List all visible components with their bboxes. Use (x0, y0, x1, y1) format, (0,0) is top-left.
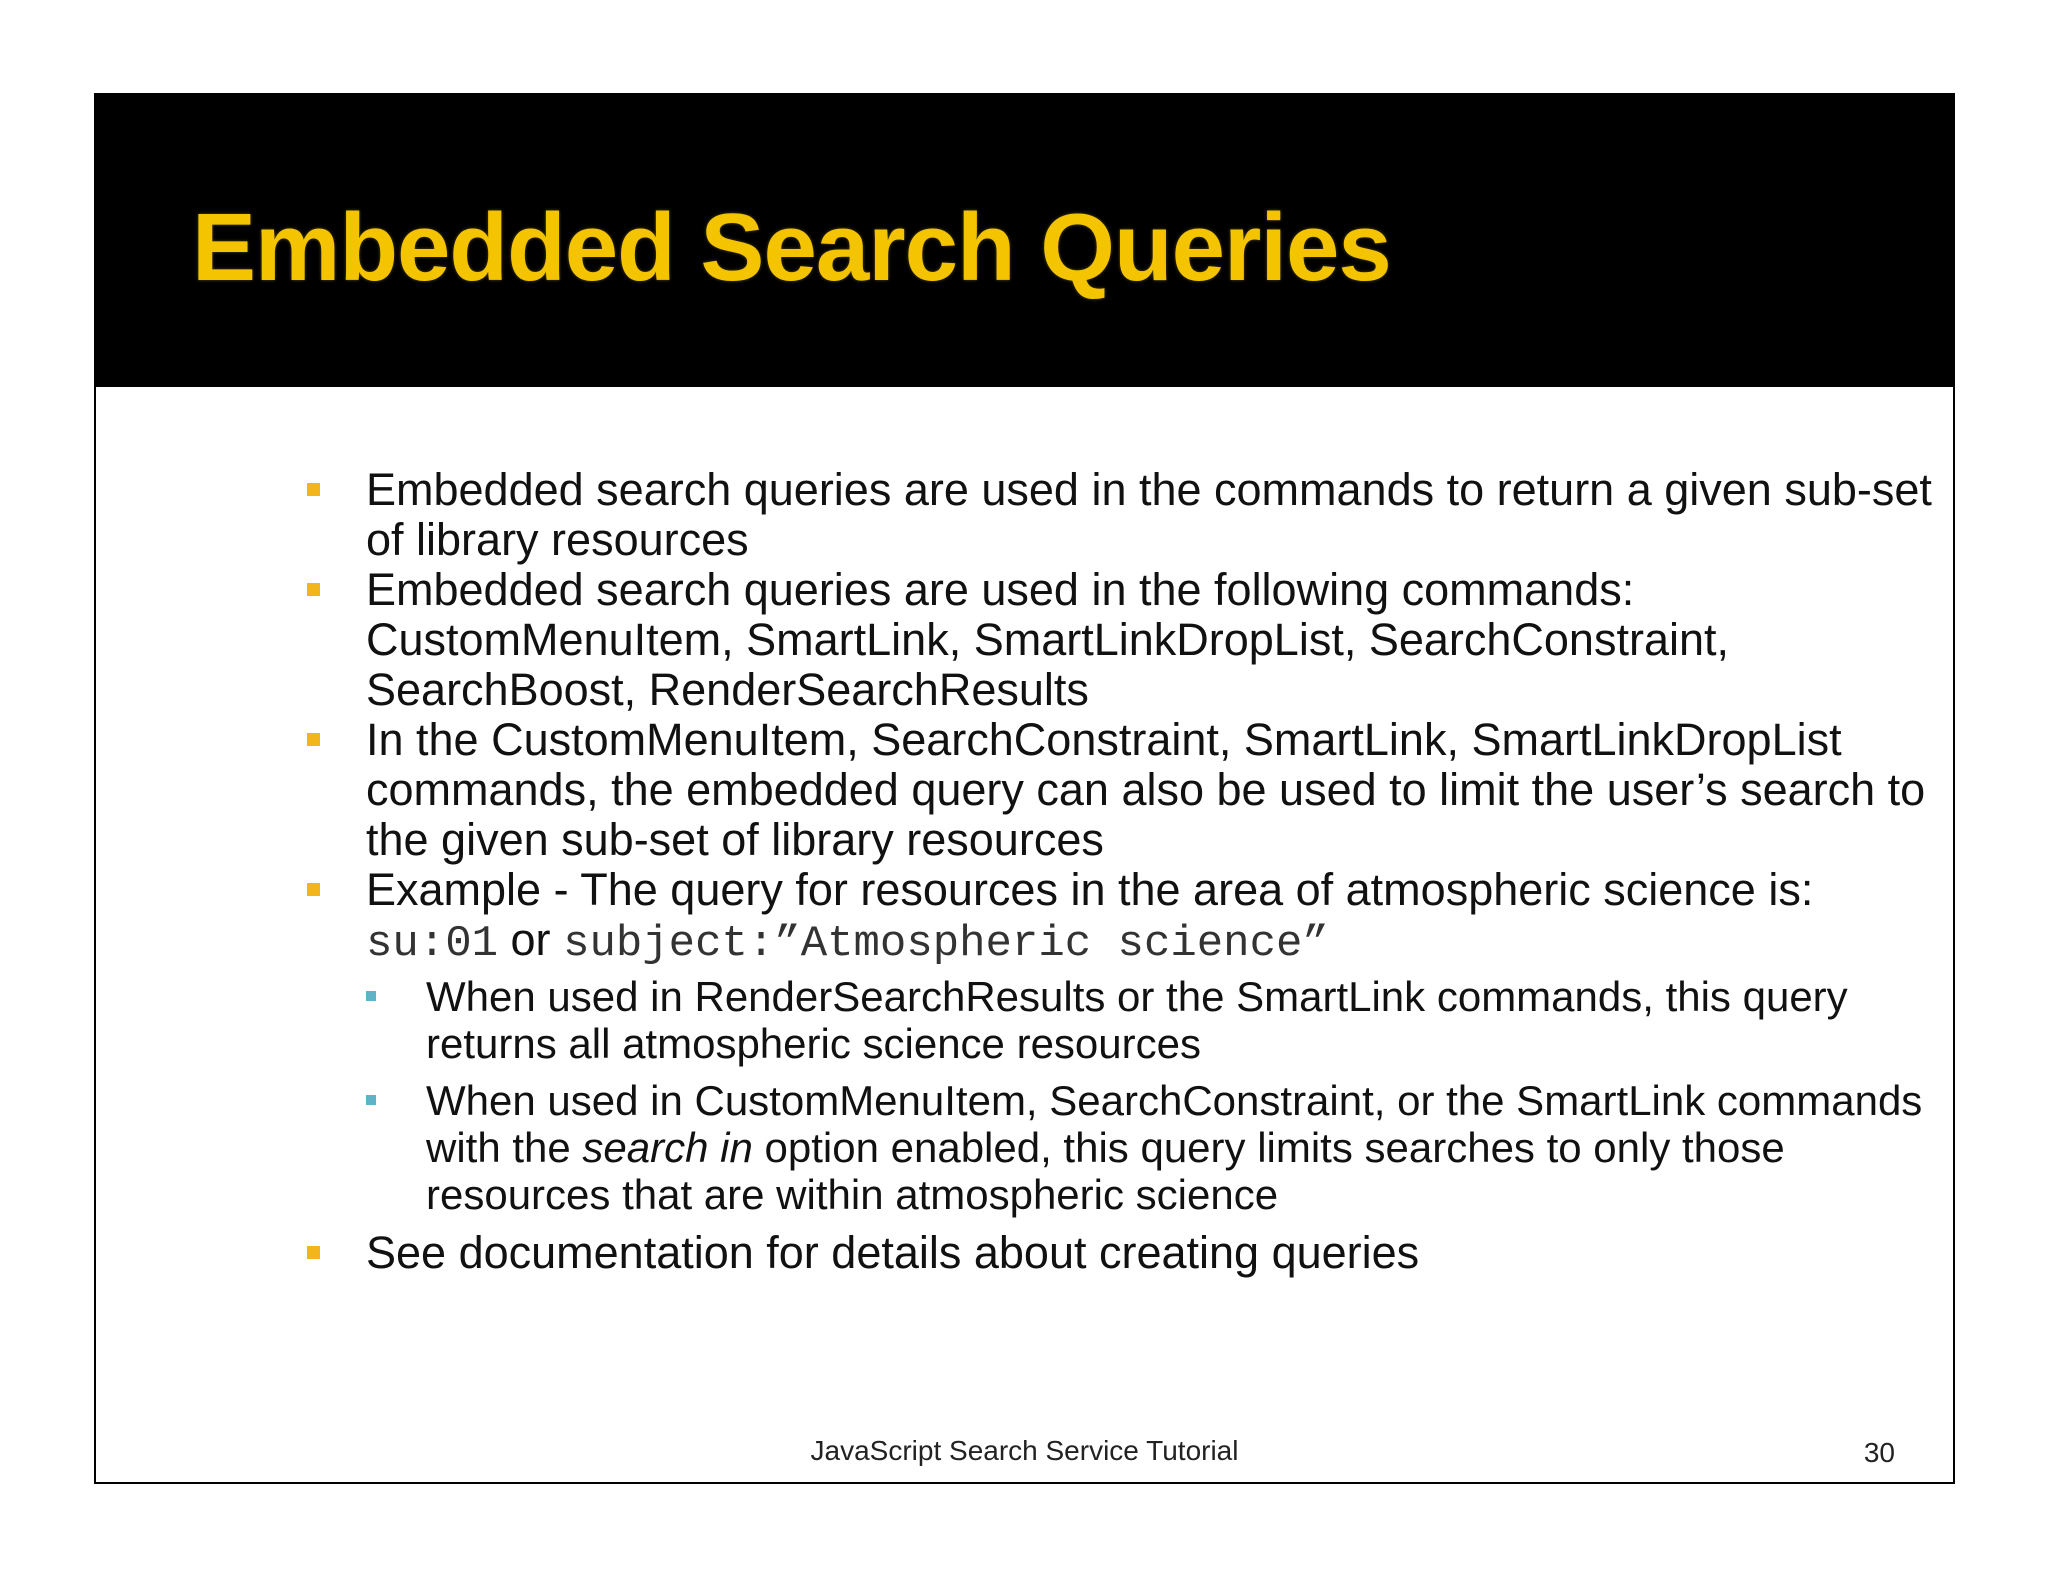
sub-bullet-text-after: option enabled, this query limits searches to only those resources that are within atmospheric science (426, 1124, 1785, 1218)
bullet-list (206, 465, 1936, 1278)
title-bar (96, 95, 1953, 387)
square-bullet-icon (307, 583, 320, 596)
bullet-text: Embedded search queries are used in the commands to return a given sub-set of library resources (366, 464, 1932, 565)
square-bullet-icon (307, 733, 320, 746)
slide-footer: JavaScript Search Service Tutorial (810, 1435, 1239, 1466)
bullet-item (206, 715, 1936, 865)
square-bullet-icon (307, 1246, 320, 1259)
sub-bullet-italic: search in (582, 1124, 753, 1171)
query-code: su:01 (366, 919, 499, 969)
sub-bullet-text: When used in RenderSearchResults or the SmartLink commands, this query returns all atmospheric science resources (426, 973, 1848, 1067)
query-or: or (498, 914, 564, 965)
bullet-item (206, 865, 1936, 1218)
bullet-text: In the CustomMenuItem, SearchConstraint, SmartLink, SmartLinkDropList commands, the embedded query can also be used to limit the user’s search to the given sub-set of library resources (366, 714, 1926, 865)
square-bullet-icon (366, 1095, 376, 1105)
sub-bullet-item (366, 1077, 1936, 1218)
page-number: 30 (1863, 1437, 1895, 1468)
square-bullet-icon (366, 991, 376, 1001)
bullet-text: See documentation for details about creating queries (366, 1227, 1420, 1278)
bullet-text: Embedded search queries are used in the following commands: CustomMenuItem, SmartLink, SmartLinkDropList, SearchConstraint, SearchBoost, RenderSearchResults (366, 564, 1730, 715)
bullet-text: Example - The query for resources in the area of atmospheric science is: (366, 864, 1814, 915)
slide (94, 93, 1955, 1484)
slide-title: Embedded Search Queries (192, 194, 1391, 301)
sub-bullet-list (366, 973, 1936, 1218)
query-code: subject:”Atmospheric science” (563, 919, 1329, 969)
bullet-item (206, 1228, 1936, 1278)
square-bullet-icon (307, 483, 320, 496)
sub-bullet-item (366, 973, 1936, 1067)
sub-bullet-text-before: When used in CustomMenuItem, SearchConstraint, or the SmartLink commands with the (426, 1077, 1923, 1171)
square-bullet-icon (307, 883, 320, 896)
bullet-item (206, 565, 1936, 715)
bullet-item (206, 465, 1936, 565)
slide-content (206, 465, 1936, 1278)
